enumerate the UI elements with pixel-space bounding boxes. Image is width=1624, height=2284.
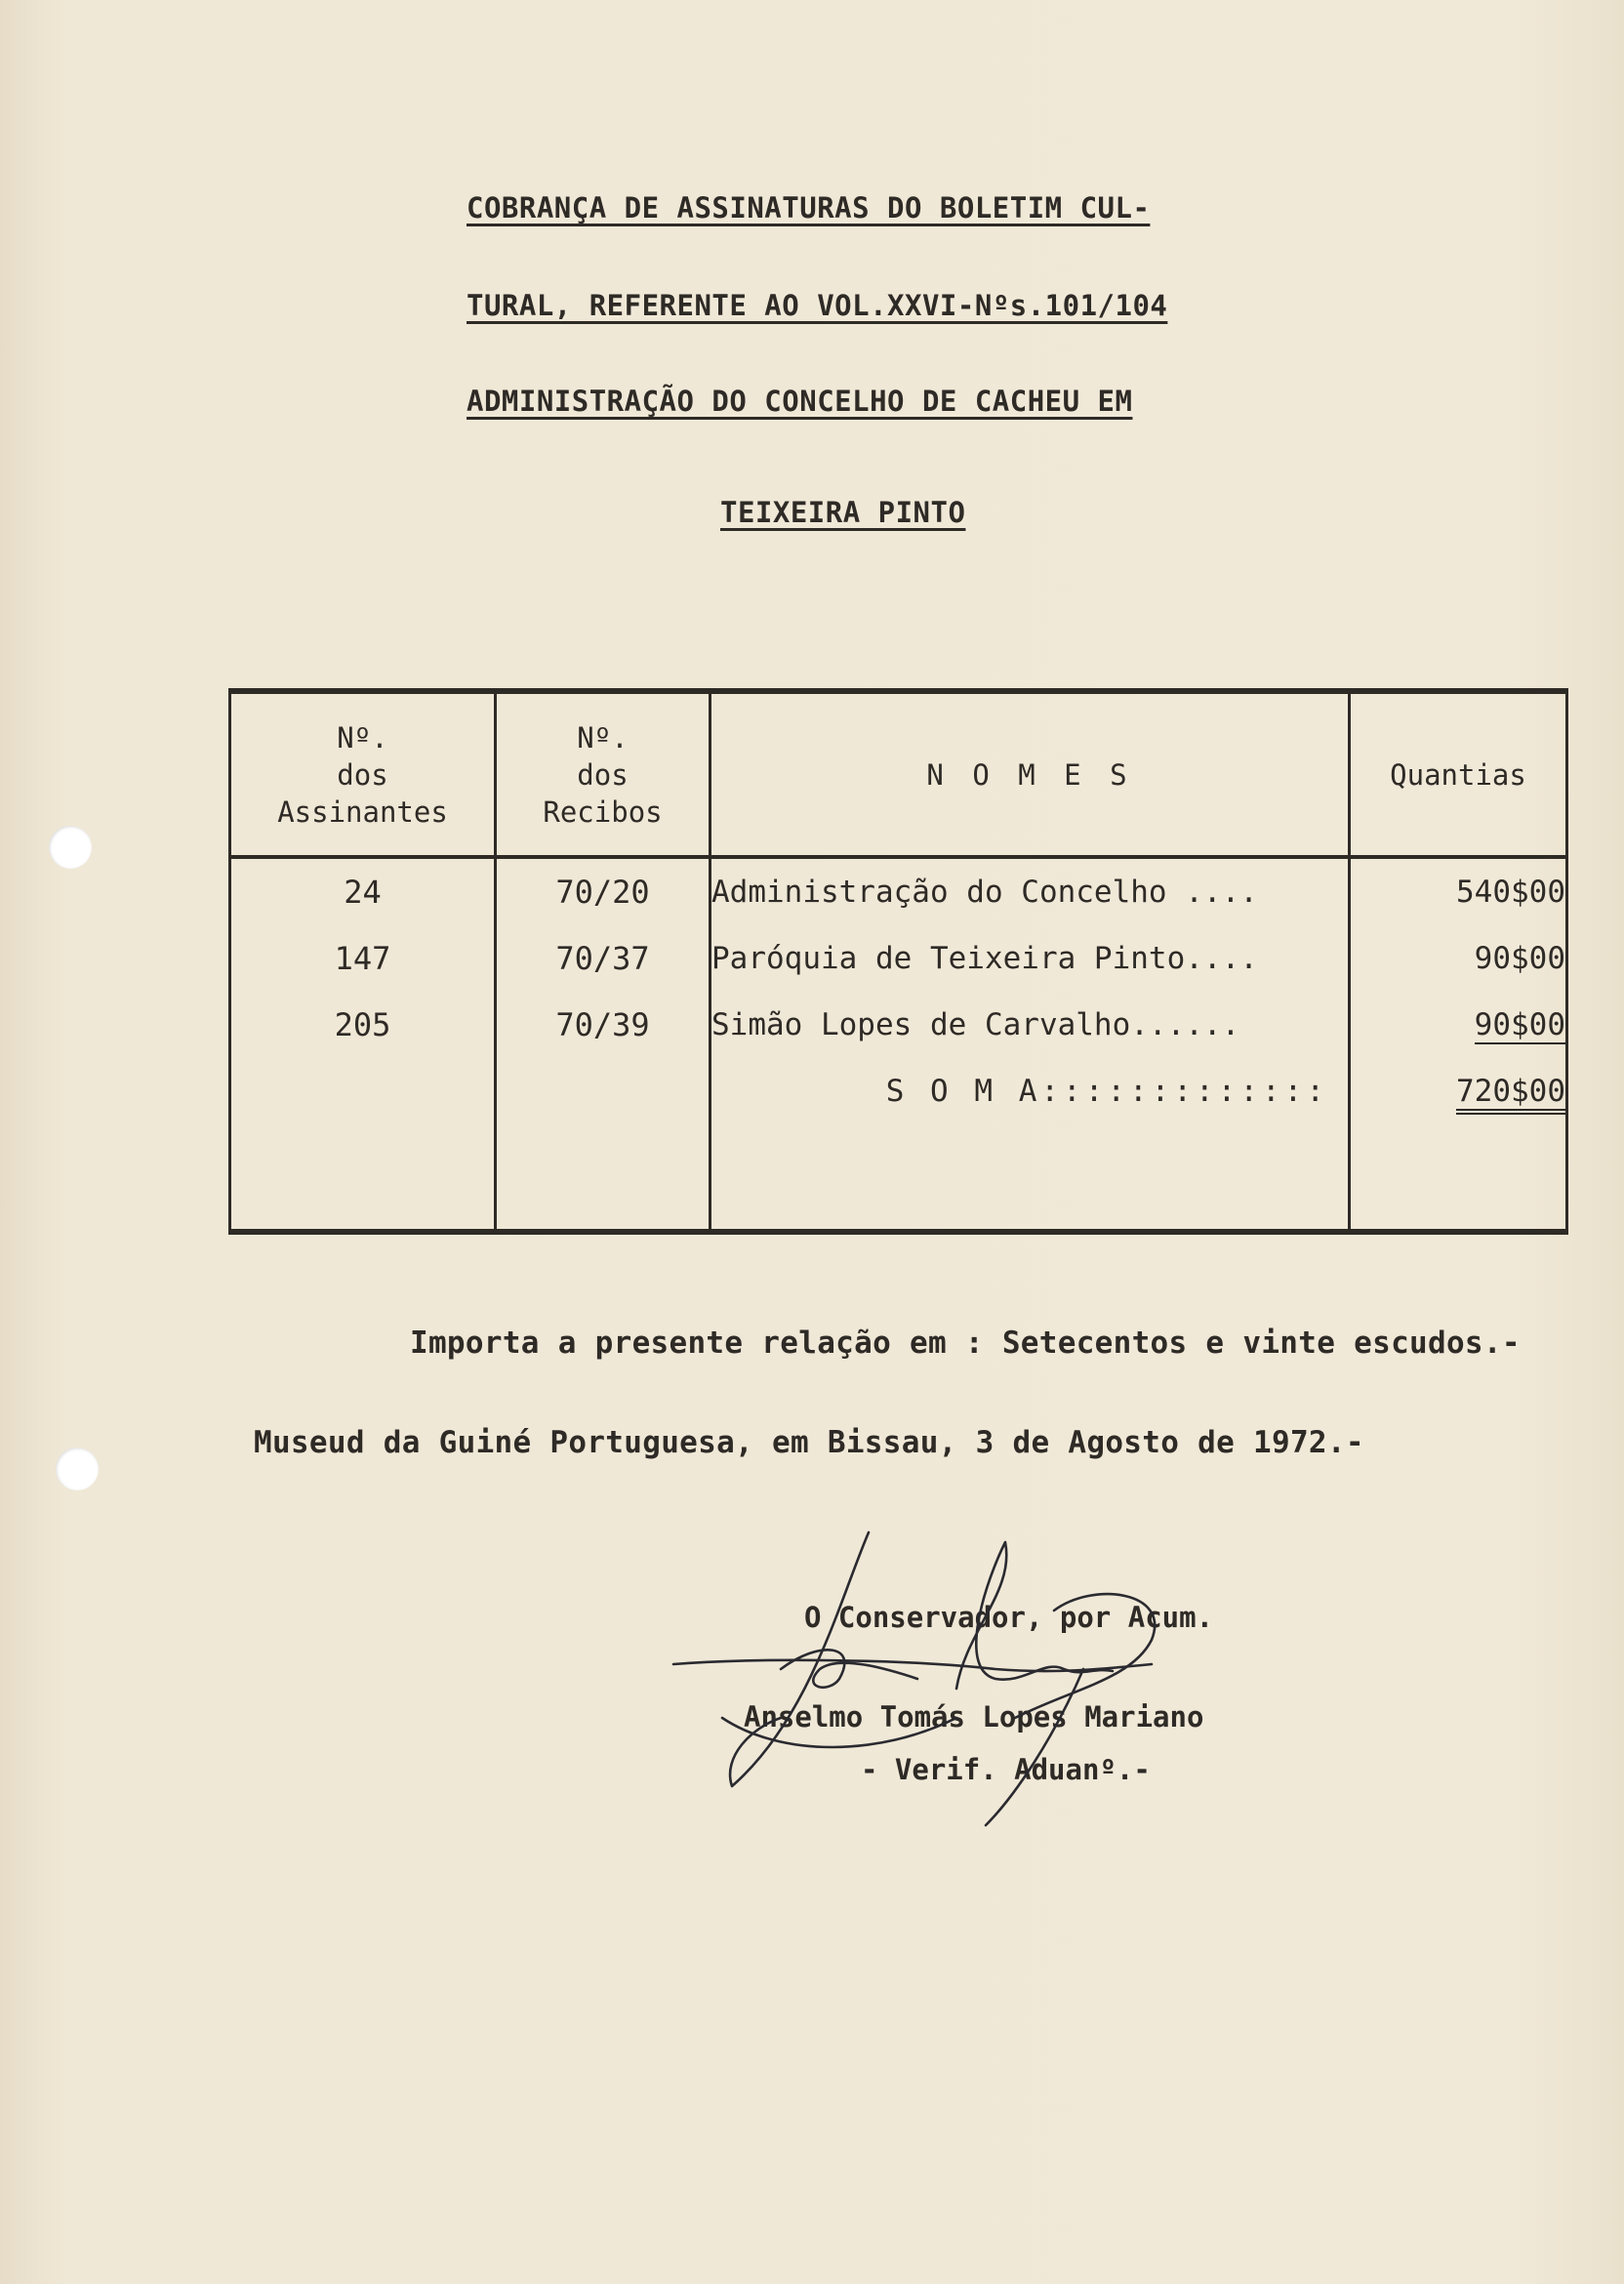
soma-label: S O M A::::::::::::: [885,1074,1328,1109]
header-nomes: N O M E S [710,691,1350,857]
title-line-2: TURAL, REFERENTE AO VOL.XXVI-Nºs.101/104 [467,289,1168,322]
table-cell: Simão Lopes de Carvalho...... [711,1007,1240,1042]
punch-hole-top [49,826,92,869]
column-recibos [496,857,710,1232]
handwritten-signature [664,1523,1269,1845]
column-quantias [1350,857,1567,1232]
table-cell: 90$00 [1474,941,1565,976]
table-cell: 147 [334,940,391,977]
header-quantias: Quantias [1350,691,1567,857]
importa-paragraph: Importa a presente relação em : Setecentos e vinte escudos.- [410,1326,1521,1361]
signature-title: O Conservador, por Acum. [804,1601,1214,1634]
signatory-name: Anselmo Tomás Lopes Mariano [744,1700,1204,1733]
column-assinantes [230,857,496,1232]
title-line-4: TEIXEIRA PINTO [720,496,966,529]
title-line-3: ADMINISTRAÇÃO DO CONCELHO DE CACHEU EM [467,385,1133,418]
table-cell: 90$00 [1474,1007,1565,1042]
header-assinantes: Nº. dos Assinantes [230,691,496,857]
table-header-row [230,691,1567,857]
table-cell: 205 [334,1006,391,1043]
signatory-role: - Verif. Aduanº.- [861,1753,1151,1786]
place-date-line: Museud da Guiné Portuguesa, em Bissau, 3 de Agosto de 1972.- [254,1425,1364,1460]
header-recibos: Nº. dos Recibos [496,691,710,857]
table-body [230,857,1567,1232]
punch-hole-bottom [56,1448,99,1490]
table-cell: 24 [344,874,382,911]
table-cell: 70/37 [555,940,650,977]
table-cell: Administração do Concelho .... [711,875,1258,910]
subscriptions-table [228,688,1568,1235]
table-cell: 540$00 [1456,875,1565,910]
title-line-1: COBRANÇA DE ASSINATURAS DO BOLETIM CUL- [467,191,1151,224]
table-cell: 70/20 [555,874,650,911]
soma-value: 720$00 [1456,1074,1565,1115]
column-nomes [710,857,1350,1232]
table-cell: Paróquia de Teixeira Pinto.... [711,941,1258,976]
table-cell: 70/39 [555,1006,650,1043]
